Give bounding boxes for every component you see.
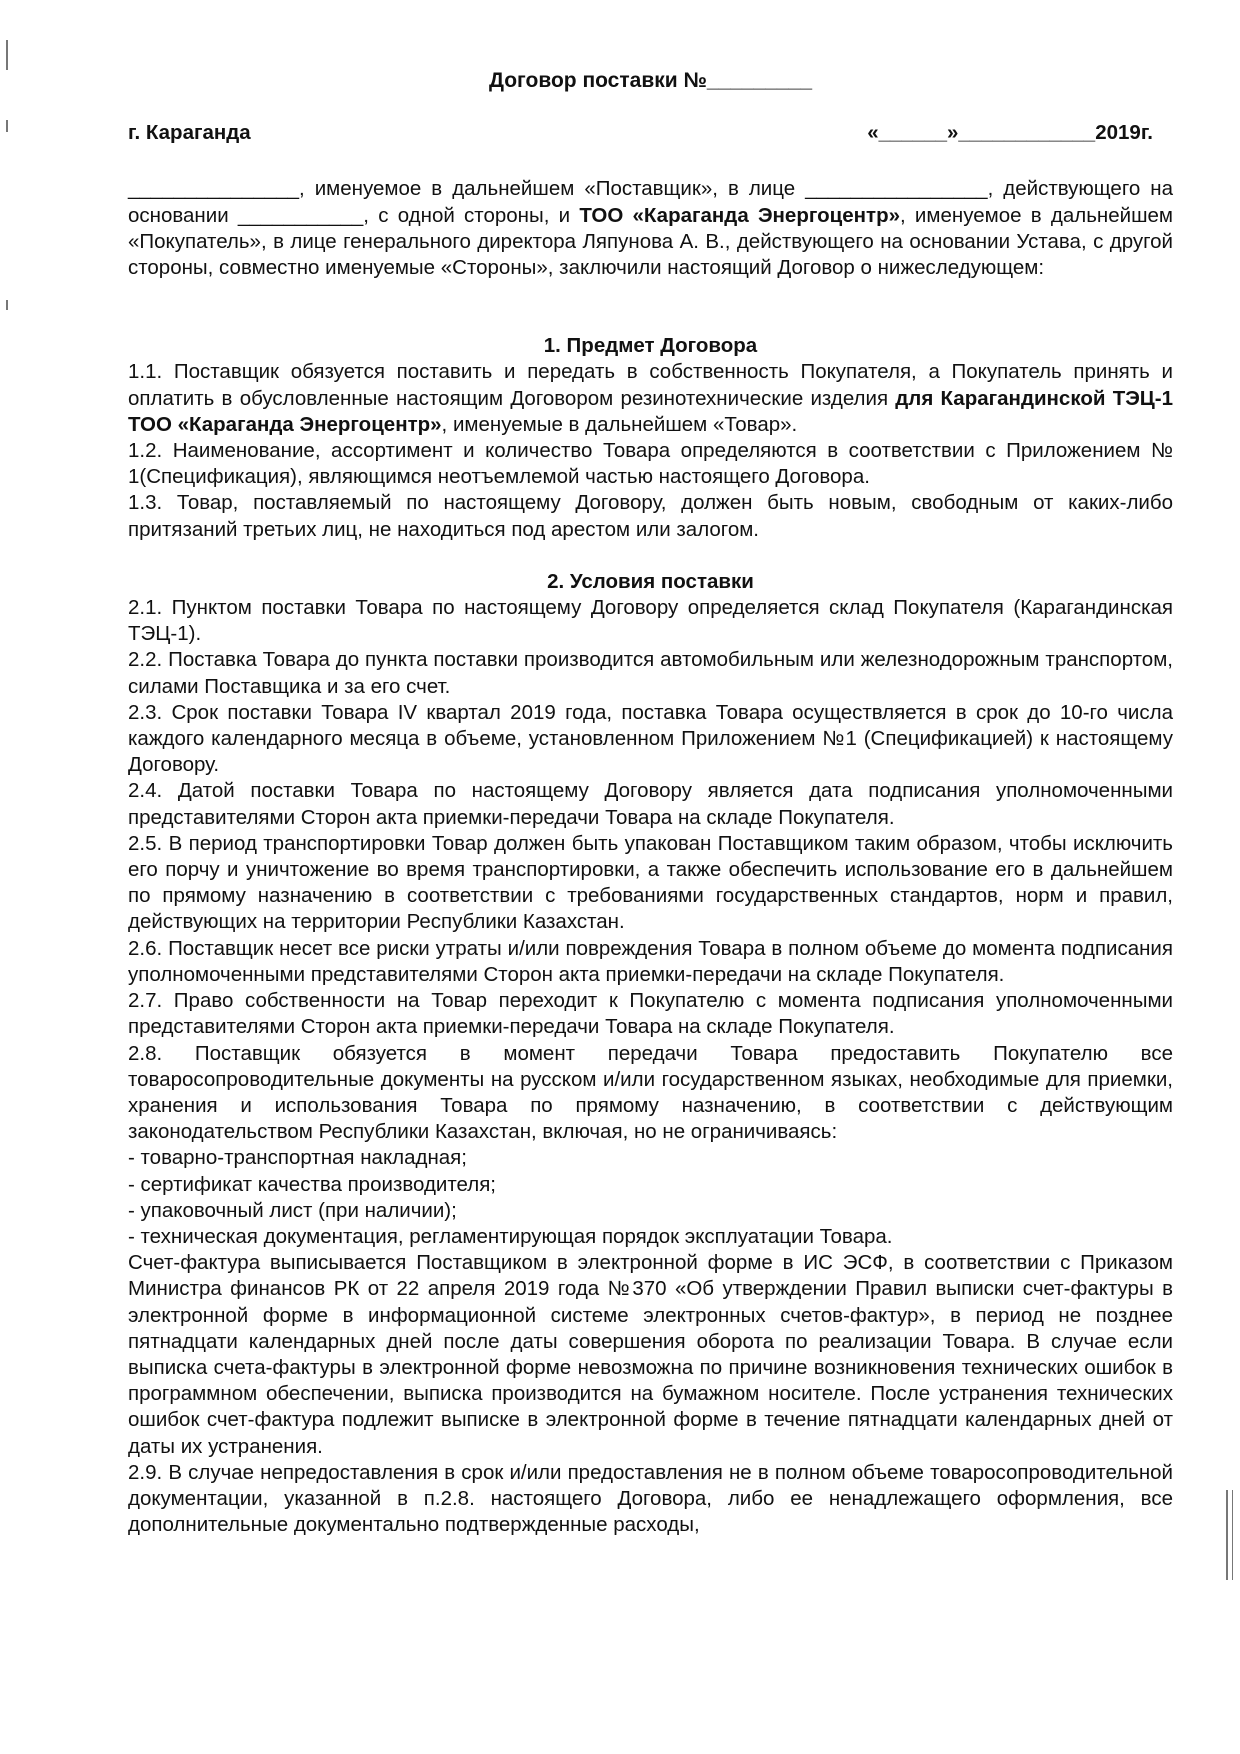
document-title: Договор поставки №_________ <box>488 69 813 92</box>
intro-paragraph <box>128 176 1173 281</box>
clause-1-1-text: 1.1. Поставщик обязуется поставить и передать в собственность Покупателя, а Покупатель принять и оплатить в обусловленные настоящим Договором резинотехнические изделия <box>128 360 1173 410</box>
clause-2-4: 2.4. Датой поставки Товара по настоящему Договору является дата подписания уполномоченными представителями Сторон акта приемки-передачи Товара на складе Покупателя. <box>128 779 1173 829</box>
clause-2-9: 2.9. В случае непредоставления в срок и/или предоставления не в полном объеме товаросопроводительной документации, указанной в п.2.8. настоящего Договора, либо ее ненадлежащего оформления, все дополнительные документально подтвержденные расходы, <box>128 1460 1173 1537</box>
clause-2-1: 2.1. Пунктом поставки Товара по настоящему Договору определяется склад Покупателя (Карагандинская ТЭЦ-1). <box>128 596 1173 646</box>
clause-2-8: 2.8. Поставщик обязуется в момент передачи Товара предоставить Покупателю все товаросопроводительные документы на русском и/или государственном языках, необходимые для приемки, хранения и использования Товара по прямому назначению, в соответствии с действующим законодательством Республики Казахстан, включая, но не ограничиваясь: <box>128 1041 1173 1144</box>
intro-company: ТОО «Караганда Энергоцентр» <box>579 203 900 227</box>
scan-edge-mark <box>1232 1490 1233 1580</box>
intro-text-2: , именуемое в дальнейшем «Покупатель», в лице генерального директора Ляпунова А. В., действующего на основании Устава, с другой стороны, совместно именуемые «Стороны», заключили настоящий Договор о нижеследующем: <box>128 203 1174 280</box>
clause-1-2: 1.2. Наименование, ассортимент и количество Товара определяются в соответствии с Приложением № 1(Спецификация), являющимся неотъемлемой частью настоящего Договора. <box>128 439 1173 489</box>
list-item: - сертификат качества производителя; <box>128 1172 496 1196</box>
section-2-title: 2. Условия поставки <box>547 569 754 593</box>
list-item: - техническая документация, регламентирующая порядок эксплуатации Товара. <box>128 1224 893 1248</box>
clause-1-1-bold: для Карагандинской ТЭЦ-1 ТОО «Караганда Энергоцентр» <box>128 386 1173 436</box>
document-date: «______»____________2019г. <box>867 121 1153 145</box>
document-header-row <box>128 120 1173 146</box>
document-city: г. Караганда <box>128 121 251 145</box>
scan-edge-mark <box>6 300 8 310</box>
scan-edge-mark <box>1226 1490 1228 1580</box>
intro-text-1: _______________, именуемое в дальнейшем «Поставщик», в лице ________________, действующего на основании ___________, с одной стороны, и <box>128 177 1173 227</box>
clause-2-5: 2.5. В период транспортировки Товар должен быть упакован Поставщиком таким образом, чтобы исключить его порчу и уничтожение во время транспортировки, а также обеспечить использование его в дальнейшем по прямому назначению в соответствии с требованиями государственных стандартов, норм и правил, действующих на территории Республики Казахстан. <box>128 831 1173 934</box>
clause-1-3: 1.3. Товар, поставляемый по настоящему Договору, должен быть новым, свободным от каких-либо притязаний третьих лиц, не находиться под арестом или залогом. <box>128 491 1173 541</box>
list-item: - товарно-транспортная накладная; <box>128 1146 467 1170</box>
clause-2-3: 2.3. Срок поставки Товара IV квартал 2019 года, поставка Товара осуществляется в срок до 10-го числа каждого календарного месяца в объеме, установленном Приложением №1 (Спецификацией) к настоящему Договору. <box>128 700 1173 777</box>
clause-1-1 <box>128 359 1173 438</box>
clause-2-6: 2.6. Поставщик несет все риски утраты и/или повреждения Товара в полном объеме до момента подписания уполномоченными представителями Сторон акта приемки-передачи на складе Покупателя. <box>128 936 1173 986</box>
document-body <box>128 68 1173 1538</box>
scan-edge-mark <box>6 120 8 132</box>
clause-2-2: 2.2. Поставка Товара до пункта поставки производится автомобильным или железнодорожным транспортом, силами Поставщика и за его счет. <box>128 648 1173 698</box>
list-item: - упаковочный лист (при наличии); <box>128 1198 457 1222</box>
section-1-title: 1. Предмет Договора <box>543 334 758 358</box>
invoice-paragraph: Счет-фактура выписывается Поставщиком в электронной форме в ИС ЭСФ, в соответствии с Приказом Министра финансов РК от 22 апреля 2019 года №370 «Об утверждении Правил выписки счет-фактуры в электронной форме в информационной системе электронных счетов-фактур», в период не позднее пятнадцати календарных дней после даты совершения оборота по реализации Товара. В случае если выписка счета-фактуры в электронной форме невозможна по причине возникновения технических ошибок в программном обеспечении, выписка производится на бумажном носителе. После устранения технических ошибок счет-фактура подлежит выписке в электронной форме в течение пятнадцати календарных дней от даты их устранения. <box>128 1251 1173 1458</box>
documents-list <box>128 1145 1173 1250</box>
clause-1-1-end: , именуемые в дальнейшем «Товар». <box>441 412 798 436</box>
clause-2-7: 2.7. Право собственности на Товар переходит к Покупателю с момента подписания уполномоченными представителями Сторон акта приемки-передачи Товара на складе Покупателя. <box>128 989 1173 1039</box>
scan-edge-mark <box>6 40 8 70</box>
